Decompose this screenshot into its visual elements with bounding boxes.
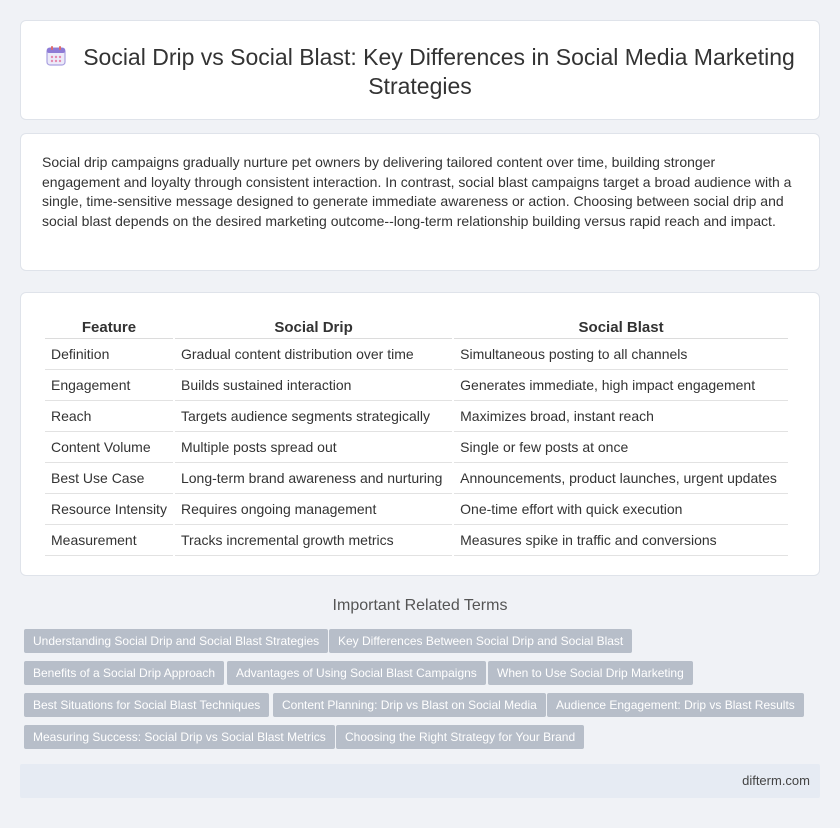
- cell-feature: Content Volume: [45, 432, 173, 463]
- related-term-link[interactable]: Benefits of a Social Drip Approach: [24, 661, 224, 685]
- header-card: [20, 20, 820, 120]
- related-term-link[interactable]: Key Differences Between Social Drip and Social Blast: [329, 629, 632, 653]
- cell-drip: Targets audience segments strategically: [175, 401, 452, 432]
- cell-feature: Definition: [45, 339, 173, 370]
- cell-feature: Resource Intensity: [45, 494, 173, 525]
- calendar-icon: [45, 45, 67, 67]
- site-name[interactable]: difterm.com: [742, 773, 810, 788]
- table-header-row: [45, 315, 788, 339]
- cell-feature: Engagement: [45, 370, 173, 401]
- comparison-table: [43, 315, 790, 556]
- cell-blast: Generates immediate, high impact engagement: [454, 370, 788, 401]
- cell-feature: Measurement: [45, 525, 173, 556]
- related-term-link[interactable]: Audience Engagement: Drip vs Blast Results: [547, 693, 804, 717]
- page-title-wrap: [21, 43, 819, 101]
- table-row: [45, 370, 788, 401]
- table-row: [45, 494, 788, 525]
- cell-blast: Simultaneous posting to all channels: [454, 339, 788, 370]
- related-term-link[interactable]: Advantages of Using Social Blast Campaigns: [227, 661, 486, 685]
- table-row: [45, 432, 788, 463]
- table-row: [45, 401, 788, 432]
- cell-drip: Long-term brand awareness and nurturing: [175, 463, 452, 494]
- intro-paragraph: Social drip campaigns gradually nurture pet owners by delivering tailored content over time, building stronger engagement and loyalty through consistent interaction. In contrast, social blast campaigns target a broad audience with a single, time-sensitive message designed to generate immediate awareness or action. Choosing between social drip and social blast depends on the desired marketing outcome--long-term relationship building versus rapid reach and impact.: [42, 154, 792, 229]
- comparison-card: [20, 292, 820, 576]
- related-term-link[interactable]: Understanding Social Drip and Social Blast Strategies: [24, 629, 328, 653]
- cell-blast: Maximizes broad, instant reach: [454, 401, 788, 432]
- related-term-link[interactable]: Choosing the Right Strategy for Your Brand: [336, 725, 584, 749]
- intro-card: [20, 133, 820, 271]
- related-term-link[interactable]: Measuring Success: Social Drip vs Social Blast Metrics: [24, 725, 335, 749]
- cell-feature: Best Use Case: [45, 463, 173, 494]
- related-term-link[interactable]: Best Situations for Social Blast Techniques: [24, 693, 269, 717]
- cell-blast: Measures spike in traffic and conversions: [454, 525, 788, 556]
- header-social-blast: Social Blast: [454, 315, 788, 339]
- table-row: [45, 339, 788, 370]
- cell-drip: Requires ongoing management: [175, 494, 452, 525]
- footer: [20, 764, 820, 798]
- cell-drip: Tracks incremental growth metrics: [175, 525, 452, 556]
- cell-blast: Single or few posts at once: [454, 432, 788, 463]
- table-row: [45, 463, 788, 494]
- cell-blast: Announcements, product launches, urgent updates: [454, 463, 788, 494]
- related-term-link[interactable]: When to Use Social Drip Marketing: [488, 661, 693, 685]
- related-term-link[interactable]: Content Planning: Drip vs Blast on Social Media: [273, 693, 546, 717]
- header-social-drip: Social Drip: [175, 315, 452, 339]
- header-feature: Feature: [45, 315, 173, 339]
- cell-drip: Multiple posts spread out: [175, 432, 452, 463]
- related-terms-heading: Important Related Terms: [332, 597, 508, 614]
- table-row: [45, 525, 788, 556]
- cell-drip: Builds sustained interaction: [175, 370, 452, 401]
- page-title: Social Drip vs Social Blast: Key Differences in Social Media Marketing Strategies: [83, 44, 795, 99]
- cell-blast: One-time effort with quick execution: [454, 494, 788, 525]
- cell-drip: Gradual content distribution over time: [175, 339, 452, 370]
- cell-feature: Reach: [45, 401, 173, 432]
